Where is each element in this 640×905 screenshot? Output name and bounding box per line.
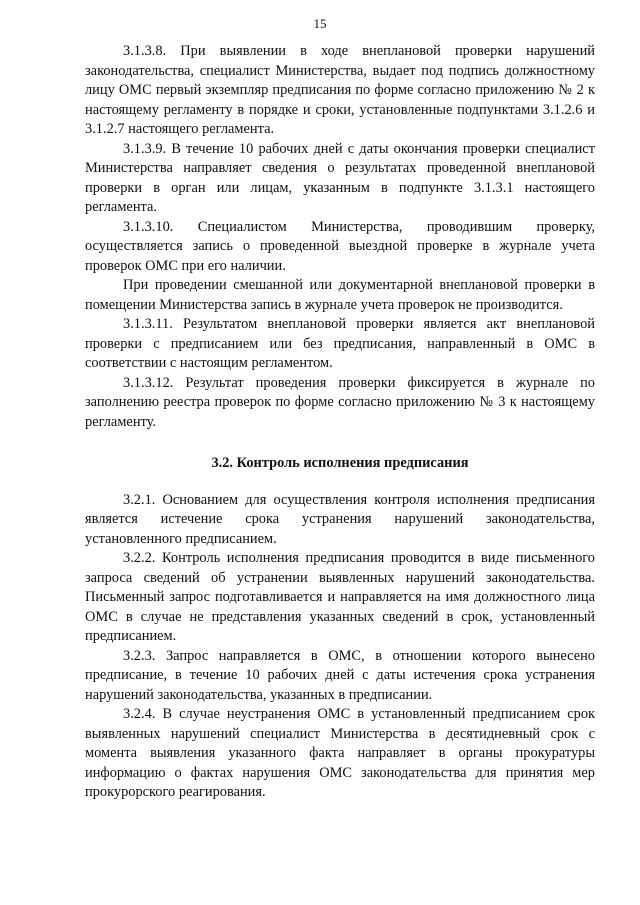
paragraph-3-1-3-10: 3.1.3.10. Специалистом Министерства, проводившим проверку, осуществляется запись о проведенной выездной проверке в журнале учета проверок ОМС при его наличии. — [85, 218, 595, 274]
paragraph-3-2-2: 3.2.2. Контроль исполнения предписания проводится в виде письменного запроса сведений об устранении выявленных нарушений законодательства. Письменный запрос подготавливается и направляется на имя должностного лица ОМС в случае не представления указанных сведений в срок, установленный предписанием. — [85, 550, 595, 644]
paragraph-3-1-3-12: 3.1.3.12. Результат проведения проверки фиксируется в журнале по заполнению реестра проверок по форме согласно приложению № 3 к настоящему регламенту. — [85, 374, 595, 430]
section-heading: 3.2. Контроль исполнения предписания — [211, 455, 469, 471]
paragraph-3-1-3-8: 3.1.3.8. При выявлении в ходе внеплановой проверки нарушений законодательства, специалист Министерства, выдает под подпись должностному лицу ОМС первый экземпляр предписания по форме согласно приложению № 2 к настоящему регламенту в порядке и сроки, установленные подпунктами 3.1.2.6 и 3.1.2.7 настоящего регламента. — [85, 43, 595, 137]
paragraph-3-1-3-9: 3.1.3.9. В течение 10 рабочих дней с даты окончания проверки специалист Министерства направляет сведения о результатах проведенной внеплановой проверки в орган или лицам, указанным в подпункте 3.1.3.1 настоящего регламента. — [85, 140, 595, 215]
paragraph-mixed-inspection-note: При проведении смешанной или документарной внеплановой проверки в помещении Министерства запись в журнале учета проверок не производится. — [85, 277, 595, 313]
paragraph-3-1-3-11: 3.1.3.11. Результатом внеплановой проверки является акт внеплановой проверки с предписанием или без предписания, направленный в ОМС в соответствии с настоящим регламентом. — [85, 316, 595, 371]
paragraph-3-2-4: 3.2.4. В случае неустранения ОМС в установленный предписанием срок выявленных нарушений специалист Министерства в десятидневный срок с момента выявления указанного факта направляет в органы прокуратуры информацию о фактах нарушения ОМС законодательства для принятия мер прокурорского реагирования. — [85, 706, 595, 800]
page-number: 15 — [313, 16, 327, 31]
document-body — [85, 42, 595, 803]
paragraph-3-2-1: 3.2.1. Основанием для осуществления контроля исполнения предписания является истечение срока устранения нарушений законодательства, установленного предписанием. — [85, 491, 595, 547]
paragraph-3-2-3: 3.2.3. Запрос направляется в ОМС, в отношении которого вынесено предписание, в течение 10 рабочих дней с даты истечения срока устранения нарушений законодательства, указанных в предписании. — [85, 647, 595, 703]
